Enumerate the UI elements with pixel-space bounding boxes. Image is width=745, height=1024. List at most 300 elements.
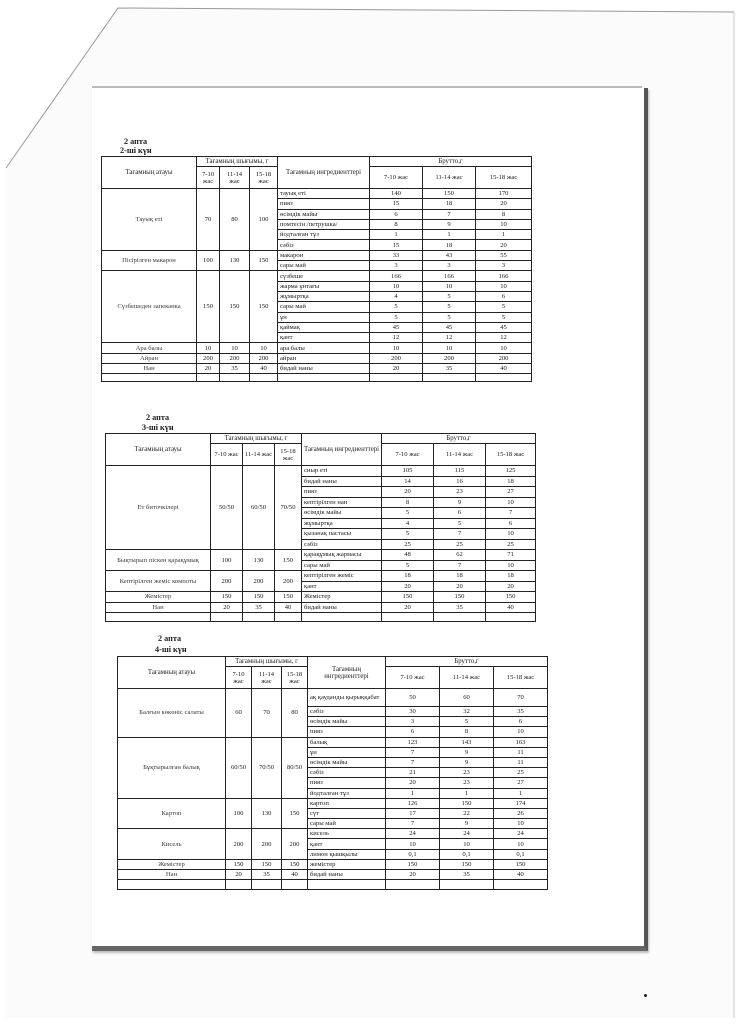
gross-value: 5 <box>440 717 494 727</box>
dish-output: 100 <box>250 189 278 251</box>
gross-value: 35 <box>434 602 486 613</box>
header-gross-age-15-18: 15-18 жас <box>476 167 532 189</box>
dish-name: Ара балы <box>102 343 197 353</box>
gross-value: 150 <box>494 859 548 869</box>
ingredient-name: ақ қауданды қырыққабат <box>308 689 386 707</box>
gross-value: 6 <box>476 291 532 301</box>
gross-value: 8 <box>476 209 532 219</box>
ingredient-name: қант <box>278 333 370 343</box>
ingredient-name: сәбіз <box>308 768 386 778</box>
gross-value: 0,1 <box>440 849 494 859</box>
dish-output: 200 <box>275 571 302 592</box>
dish-output: 80 <box>282 689 308 738</box>
gross-value: 10 <box>386 839 440 849</box>
gross-value: 40 <box>476 364 532 374</box>
ingredient-name: ұн <box>308 747 386 757</box>
blank-row <box>106 613 536 622</box>
gross-value: 10 <box>494 839 548 849</box>
dish-output: 150 <box>275 592 302 603</box>
ingredient-name: жарма ұнтағы <box>278 281 370 291</box>
section-3-week: 2 апта <box>158 634 182 643</box>
dish-output: 70/50 <box>275 466 302 550</box>
dish-output: 150 <box>252 859 282 869</box>
menu-table-day-3 <box>105 433 536 622</box>
gross-value: 11 <box>494 757 548 767</box>
header-dish-name: Тағамның атауы <box>102 157 197 189</box>
gross-value: 4 <box>370 291 423 301</box>
gross-value: 45 <box>423 322 476 332</box>
gross-value: 7 <box>386 747 440 757</box>
ingredient-name: өсімдік майы <box>278 209 370 219</box>
gross-value: 6 <box>434 508 486 519</box>
header-gross-age-15-18: 15-18 жас <box>494 667 548 689</box>
gross-value: 200 <box>370 353 423 363</box>
table-row <box>102 343 532 353</box>
gross-value: 0,1 <box>494 849 548 859</box>
ingredient-name: қант <box>308 839 386 849</box>
gross-value: 150 <box>486 592 536 603</box>
dish-output: 100 <box>211 550 243 571</box>
gross-value: 1 <box>386 788 440 798</box>
dish-output: 200 <box>250 353 278 363</box>
dish-name: Бықтырып піскен қарақұмық <box>106 550 211 571</box>
ingredient-name: балық <box>308 737 386 747</box>
gross-value: 12 <box>423 333 476 343</box>
gross-value: 25 <box>382 539 434 550</box>
dish-output: 10 <box>250 343 278 353</box>
ingredient-name: сиыр еті <box>302 466 382 477</box>
table-row <box>102 250 532 260</box>
gross-value: 4 <box>382 518 434 529</box>
gross-value: 18 <box>434 571 486 582</box>
ingredient-name: сары май <box>308 819 386 829</box>
dish-output: 40 <box>275 602 302 613</box>
menu-table-day-2 <box>101 156 532 382</box>
header-age-7-10: 7-10 жас <box>211 444 243 466</box>
header-ingredients: Тағамның ингредиенттері <box>308 657 386 689</box>
gross-value: 18 <box>486 476 536 487</box>
gross-value: 40 <box>486 602 536 613</box>
gross-value: 5 <box>370 312 423 322</box>
dish-output: 35 <box>243 602 275 613</box>
dish-output: 60 <box>226 689 252 738</box>
dish-name: Айран <box>102 353 197 363</box>
gross-value: 70 <box>494 689 548 707</box>
dish-output: 60/50 <box>226 737 252 798</box>
ingredient-name: тауық еті <box>278 189 370 199</box>
gross-value: 9 <box>440 747 494 757</box>
table-row <box>118 689 548 707</box>
header-age-11-14: 11-14 жас <box>243 444 275 466</box>
gross-value: 23 <box>434 487 486 498</box>
gross-value: 10 <box>486 529 536 540</box>
gross-value: 20 <box>386 778 440 788</box>
menu-table-day-4 <box>117 656 548 890</box>
ingredient-name: помтесін /петрушка/ <box>278 219 370 229</box>
gross-value: 3 <box>476 261 532 271</box>
gross-value: 1 <box>476 230 532 240</box>
ingredient-name: өсімдік майы <box>308 757 386 767</box>
header-dish-name: Тағамның атауы <box>106 434 211 466</box>
header-gross-age-15-18: 15-18 жас <box>486 444 536 466</box>
header-age-11-14: 11-14 жас <box>252 667 282 689</box>
gross-value: 1 <box>494 788 548 798</box>
ingredient-name: картоп <box>308 798 386 808</box>
gross-value: 174 <box>494 798 548 808</box>
dish-name: Ет биточкілері <box>106 466 211 550</box>
table-row <box>102 353 532 363</box>
gross-value: 11 <box>494 747 548 757</box>
dish-name: Нан <box>118 870 226 880</box>
gross-value: 20 <box>434 581 486 592</box>
gross-value: 3 <box>423 261 476 271</box>
gross-value: 5 <box>370 302 423 312</box>
dish-output: 100 <box>226 798 252 829</box>
gross-value: 14 <box>382 476 434 487</box>
gross-value: 35 <box>494 707 548 717</box>
gross-value: 12 <box>476 333 532 343</box>
gross-value: 10 <box>423 281 476 291</box>
gross-value: 10 <box>476 281 532 291</box>
gross-value: 24 <box>386 829 440 839</box>
gross-value: 7 <box>423 209 476 219</box>
dish-output: 20 <box>197 364 220 374</box>
table-row <box>106 592 536 603</box>
ingredient-name: қаймақ <box>278 322 370 332</box>
section-2-day: 3-ші күн <box>142 423 174 432</box>
header-output: Тағамның шығымы, г <box>197 157 278 167</box>
gross-value: 71 <box>486 550 536 561</box>
dish-output: 150 <box>197 271 220 343</box>
gross-value: 23 <box>440 778 494 788</box>
dish-name: Жемістер <box>118 859 226 869</box>
gross-value: 10 <box>476 343 532 353</box>
gross-value: 150 <box>382 592 434 603</box>
gross-value: 10 <box>370 281 423 291</box>
ingredient-name: лимон қышқылы <box>308 849 386 859</box>
dish-output: 200 <box>282 829 308 860</box>
dish-output: 70 <box>252 689 282 738</box>
gross-value: 24 <box>440 829 494 839</box>
gross-value: 10 <box>476 219 532 229</box>
header-ingredients: Тағамның ингредиенттері <box>302 434 382 466</box>
dish-output: 60/50 <box>243 466 275 550</box>
ingredient-name: сәбіз <box>278 240 370 250</box>
ingredient-name: ара балы <box>278 343 370 353</box>
ingredient-name: бидай наны <box>302 602 382 613</box>
gross-value: 35 <box>423 364 476 374</box>
gross-value: 20 <box>370 364 423 374</box>
header-age-15-18: 15-18 жас <box>282 667 308 689</box>
table-row <box>118 798 548 808</box>
dish-output: 70/50 <box>252 737 282 798</box>
dish-output: 200 <box>211 571 243 592</box>
gross-value: 140 <box>370 189 423 199</box>
dish-output: 200 <box>197 353 220 363</box>
dish-output: 100 <box>197 250 220 271</box>
dish-output: 40 <box>282 870 308 880</box>
dish-output: 200 <box>226 829 252 860</box>
gross-value: 25 <box>434 539 486 550</box>
gross-value: 125 <box>486 466 536 477</box>
header-gross-age-7-10: 7-10 жас <box>370 167 423 189</box>
gross-value: 170 <box>476 189 532 199</box>
gross-value: 20 <box>476 199 532 209</box>
dish-output: 70 <box>197 189 220 251</box>
gross-value: 150 <box>386 859 440 869</box>
table-row <box>118 859 548 869</box>
ingredient-name: пияз <box>308 727 386 737</box>
gross-value: 25 <box>494 768 548 778</box>
gross-value: 23 <box>440 768 494 778</box>
blank-row <box>102 374 532 382</box>
dish-output: 200 <box>220 353 250 363</box>
gross-value: 45 <box>370 322 423 332</box>
gross-value: 45 <box>476 322 532 332</box>
gross-value: 55 <box>476 250 532 260</box>
gross-value: 3 <box>386 717 440 727</box>
gross-value: 20 <box>486 581 536 592</box>
ingredient-name: кисель <box>308 829 386 839</box>
ingredient-name: Жемістер <box>302 592 382 603</box>
ingredient-name: сүт <box>308 808 386 818</box>
dish-name: Пісірілген макарон <box>102 250 197 271</box>
gross-value: 166 <box>423 271 476 281</box>
gross-value: 20 <box>382 487 434 498</box>
header-gross-age-7-10: 7-10 жас <box>386 667 440 689</box>
table-row <box>102 189 532 199</box>
header-output: Тағамның шығымы, г <box>226 657 308 667</box>
dish-output: 80/50 <box>282 737 308 798</box>
gross-value: 166 <box>370 271 423 281</box>
gross-value: 9 <box>423 219 476 229</box>
gross-value: 10 <box>494 819 548 829</box>
gross-value: 35 <box>440 870 494 880</box>
gross-value: 5 <box>382 508 434 519</box>
speck-mark <box>644 994 647 997</box>
gross-value: 10 <box>494 727 548 737</box>
dish-output: 150 <box>250 250 278 271</box>
gross-value: 30 <box>386 707 440 717</box>
header-age-11-14: 11-14 жас <box>220 167 250 189</box>
dish-output: 130 <box>252 798 282 829</box>
ingredient-name: бидай наны <box>308 870 386 880</box>
dish-output: 35 <box>220 364 250 374</box>
section-1-day: 2-ші күн <box>120 146 152 155</box>
ingredient-name: кептірілген жеміс <box>302 571 382 582</box>
gross-value: 24 <box>494 829 548 839</box>
dish-name: Кептірілген жеміс компоты <box>106 571 211 592</box>
gross-value: 20 <box>382 602 434 613</box>
gross-value: 15 <box>370 240 423 250</box>
dish-output: 150 <box>282 859 308 869</box>
gross-value: 1 <box>440 788 494 798</box>
gross-value: 22 <box>440 808 494 818</box>
dish-output: 20 <box>211 602 243 613</box>
gross-value: 27 <box>494 778 548 788</box>
gross-value: 60 <box>440 689 494 707</box>
gross-value: 150 <box>434 592 486 603</box>
dish-name: Сүзбешеден запеканка <box>102 271 197 343</box>
dish-output: 150 <box>275 550 302 571</box>
gross-value: 7 <box>434 560 486 571</box>
gross-value: 115 <box>434 466 486 477</box>
gross-value: 150 <box>440 798 494 808</box>
ingredient-name: бидай наны <box>278 364 370 374</box>
gross-value: 21 <box>386 768 440 778</box>
header-age-15-18: 15-18 жас <box>275 444 302 466</box>
gross-value: 43 <box>423 250 476 260</box>
table-row <box>118 829 548 839</box>
gross-value: 20 <box>476 240 532 250</box>
gross-value: 20 <box>382 581 434 592</box>
blank-row <box>118 880 548 890</box>
gross-value: 18 <box>486 571 536 582</box>
section-3-day: 4-ші күн <box>155 645 187 654</box>
header-age-15-18: 15-18 жас <box>250 167 278 189</box>
header-age-7-10: 7-10 жас <box>226 667 252 689</box>
gross-value: 0,1 <box>386 849 440 859</box>
gross-value: 62 <box>434 550 486 561</box>
gross-value: 3 <box>370 261 423 271</box>
ingredient-name: жұмыртқа <box>302 518 382 529</box>
ingredient-name: макарон <box>278 250 370 260</box>
gross-value: 5 <box>423 291 476 301</box>
dish-output: 150 <box>226 859 252 869</box>
gross-value: 10 <box>370 343 423 353</box>
table-row <box>106 571 536 582</box>
gross-value: 8 <box>440 727 494 737</box>
ingredient-name: өсімдік майы <box>308 717 386 727</box>
gross-value: 6 <box>370 209 423 219</box>
ingredient-name: пияз <box>302 487 382 498</box>
ingredient-name: жемістер <box>308 859 386 869</box>
header-gross: Брутто,г <box>370 157 532 167</box>
gross-value: 150 <box>440 859 494 869</box>
gross-value: 32 <box>440 707 494 717</box>
gross-value: 5 <box>382 529 434 540</box>
ingredient-name: сәбіз <box>308 707 386 717</box>
dish-output: 130 <box>220 250 250 271</box>
dish-name: Балғын көкөніс салаты <box>118 689 226 738</box>
gross-value: 123 <box>386 737 440 747</box>
ingredient-name: өсімдік майы <box>302 508 382 519</box>
dish-output: 10 <box>197 343 220 353</box>
gross-value: 200 <box>423 353 476 363</box>
gross-value: 9 <box>434 497 486 508</box>
gross-value: 10 <box>486 497 536 508</box>
gross-value: 150 <box>423 189 476 199</box>
gross-value: 8 <box>382 497 434 508</box>
gross-value: 10 <box>440 839 494 849</box>
ingredient-name: йодталған тұз <box>308 788 386 798</box>
gross-value: 12 <box>370 333 423 343</box>
ingredient-name: пияз <box>308 778 386 788</box>
gross-value: 10 <box>486 560 536 571</box>
gross-value: 6 <box>494 717 548 727</box>
gross-value: 1 <box>423 230 476 240</box>
ingredient-name: кептірілген нан <box>302 497 382 508</box>
gross-value: 6 <box>486 518 536 529</box>
gross-value: 166 <box>476 271 532 281</box>
gross-value: 5 <box>476 312 532 322</box>
header-age-7-10: 7-10 жас <box>197 167 220 189</box>
ingredient-name: қарақұмық жармасы <box>302 550 382 561</box>
table-row <box>106 466 536 477</box>
gross-value: 17 <box>386 808 440 818</box>
gross-value: 105 <box>382 466 434 477</box>
dish-output: 20 <box>226 870 252 880</box>
ingredient-name: ұн <box>278 312 370 322</box>
header-gross-age-11-14: 11-14 жас <box>423 167 476 189</box>
ingredient-name: сары май <box>302 560 382 571</box>
gross-value: 40 <box>494 870 548 880</box>
dish-name: Тауық еті <box>102 189 197 251</box>
dish-output: 150 <box>282 798 308 829</box>
ingredient-name: сары май <box>278 261 370 271</box>
ingredient-name: пияз <box>278 199 370 209</box>
dish-output: 150 <box>250 271 278 343</box>
dish-output: 35 <box>252 870 282 880</box>
dish-name: Нан <box>102 364 197 374</box>
gross-value: 9 <box>440 819 494 829</box>
ingredient-name: йодталған тұз <box>278 230 370 240</box>
table-row <box>106 550 536 561</box>
header-gross-age-7-10: 7-10 жас <box>382 444 434 466</box>
dish-name: Нан <box>106 602 211 613</box>
gross-value: 7 <box>434 529 486 540</box>
gross-value: 27 <box>486 487 536 498</box>
gross-value: 143 <box>440 737 494 747</box>
dish-output: 50/50 <box>211 466 243 550</box>
gross-value: 18 <box>423 199 476 209</box>
gross-value: 5 <box>423 312 476 322</box>
gross-value: 163 <box>494 737 548 747</box>
ingredient-name: сары май <box>278 302 370 312</box>
dish-output: 40 <box>250 364 278 374</box>
ingredient-name: сүзбеше <box>278 271 370 281</box>
header-gross: Брутто,г <box>382 434 536 444</box>
ingredient-name: сәбіз <box>302 539 382 550</box>
header-dish-name: Тағамның атауы <box>118 657 226 689</box>
dish-name: Жемістер <box>106 592 211 603</box>
section-2-week: 2 апта <box>146 413 170 422</box>
ingredient-name: қызанақ пастасы <box>302 529 382 540</box>
dish-output: 150 <box>243 592 275 603</box>
dish-name: Кисель <box>118 829 226 860</box>
gross-value: 1 <box>370 230 423 240</box>
gross-value: 18 <box>382 571 434 582</box>
gross-value: 33 <box>370 250 423 260</box>
gross-value: 20 <box>386 870 440 880</box>
dish-output: 130 <box>243 550 275 571</box>
ingredient-name: айран <box>278 353 370 363</box>
gross-value: 5 <box>476 302 532 312</box>
dish-output: 10 <box>220 343 250 353</box>
gross-value: 5 <box>382 560 434 571</box>
dish-output: 80 <box>220 189 250 251</box>
gross-value: 48 <box>382 550 434 561</box>
ingredient-name: қант <box>302 581 382 592</box>
header-gross-age-11-14: 11-14 жас <box>440 667 494 689</box>
gross-value: 8 <box>370 219 423 229</box>
gross-value: 15 <box>370 199 423 209</box>
table-row <box>106 602 536 613</box>
gross-value: 5 <box>423 302 476 312</box>
gross-value: 50 <box>386 689 440 707</box>
gross-value: 26 <box>494 808 548 818</box>
header-gross: Брутто,г <box>386 657 548 667</box>
